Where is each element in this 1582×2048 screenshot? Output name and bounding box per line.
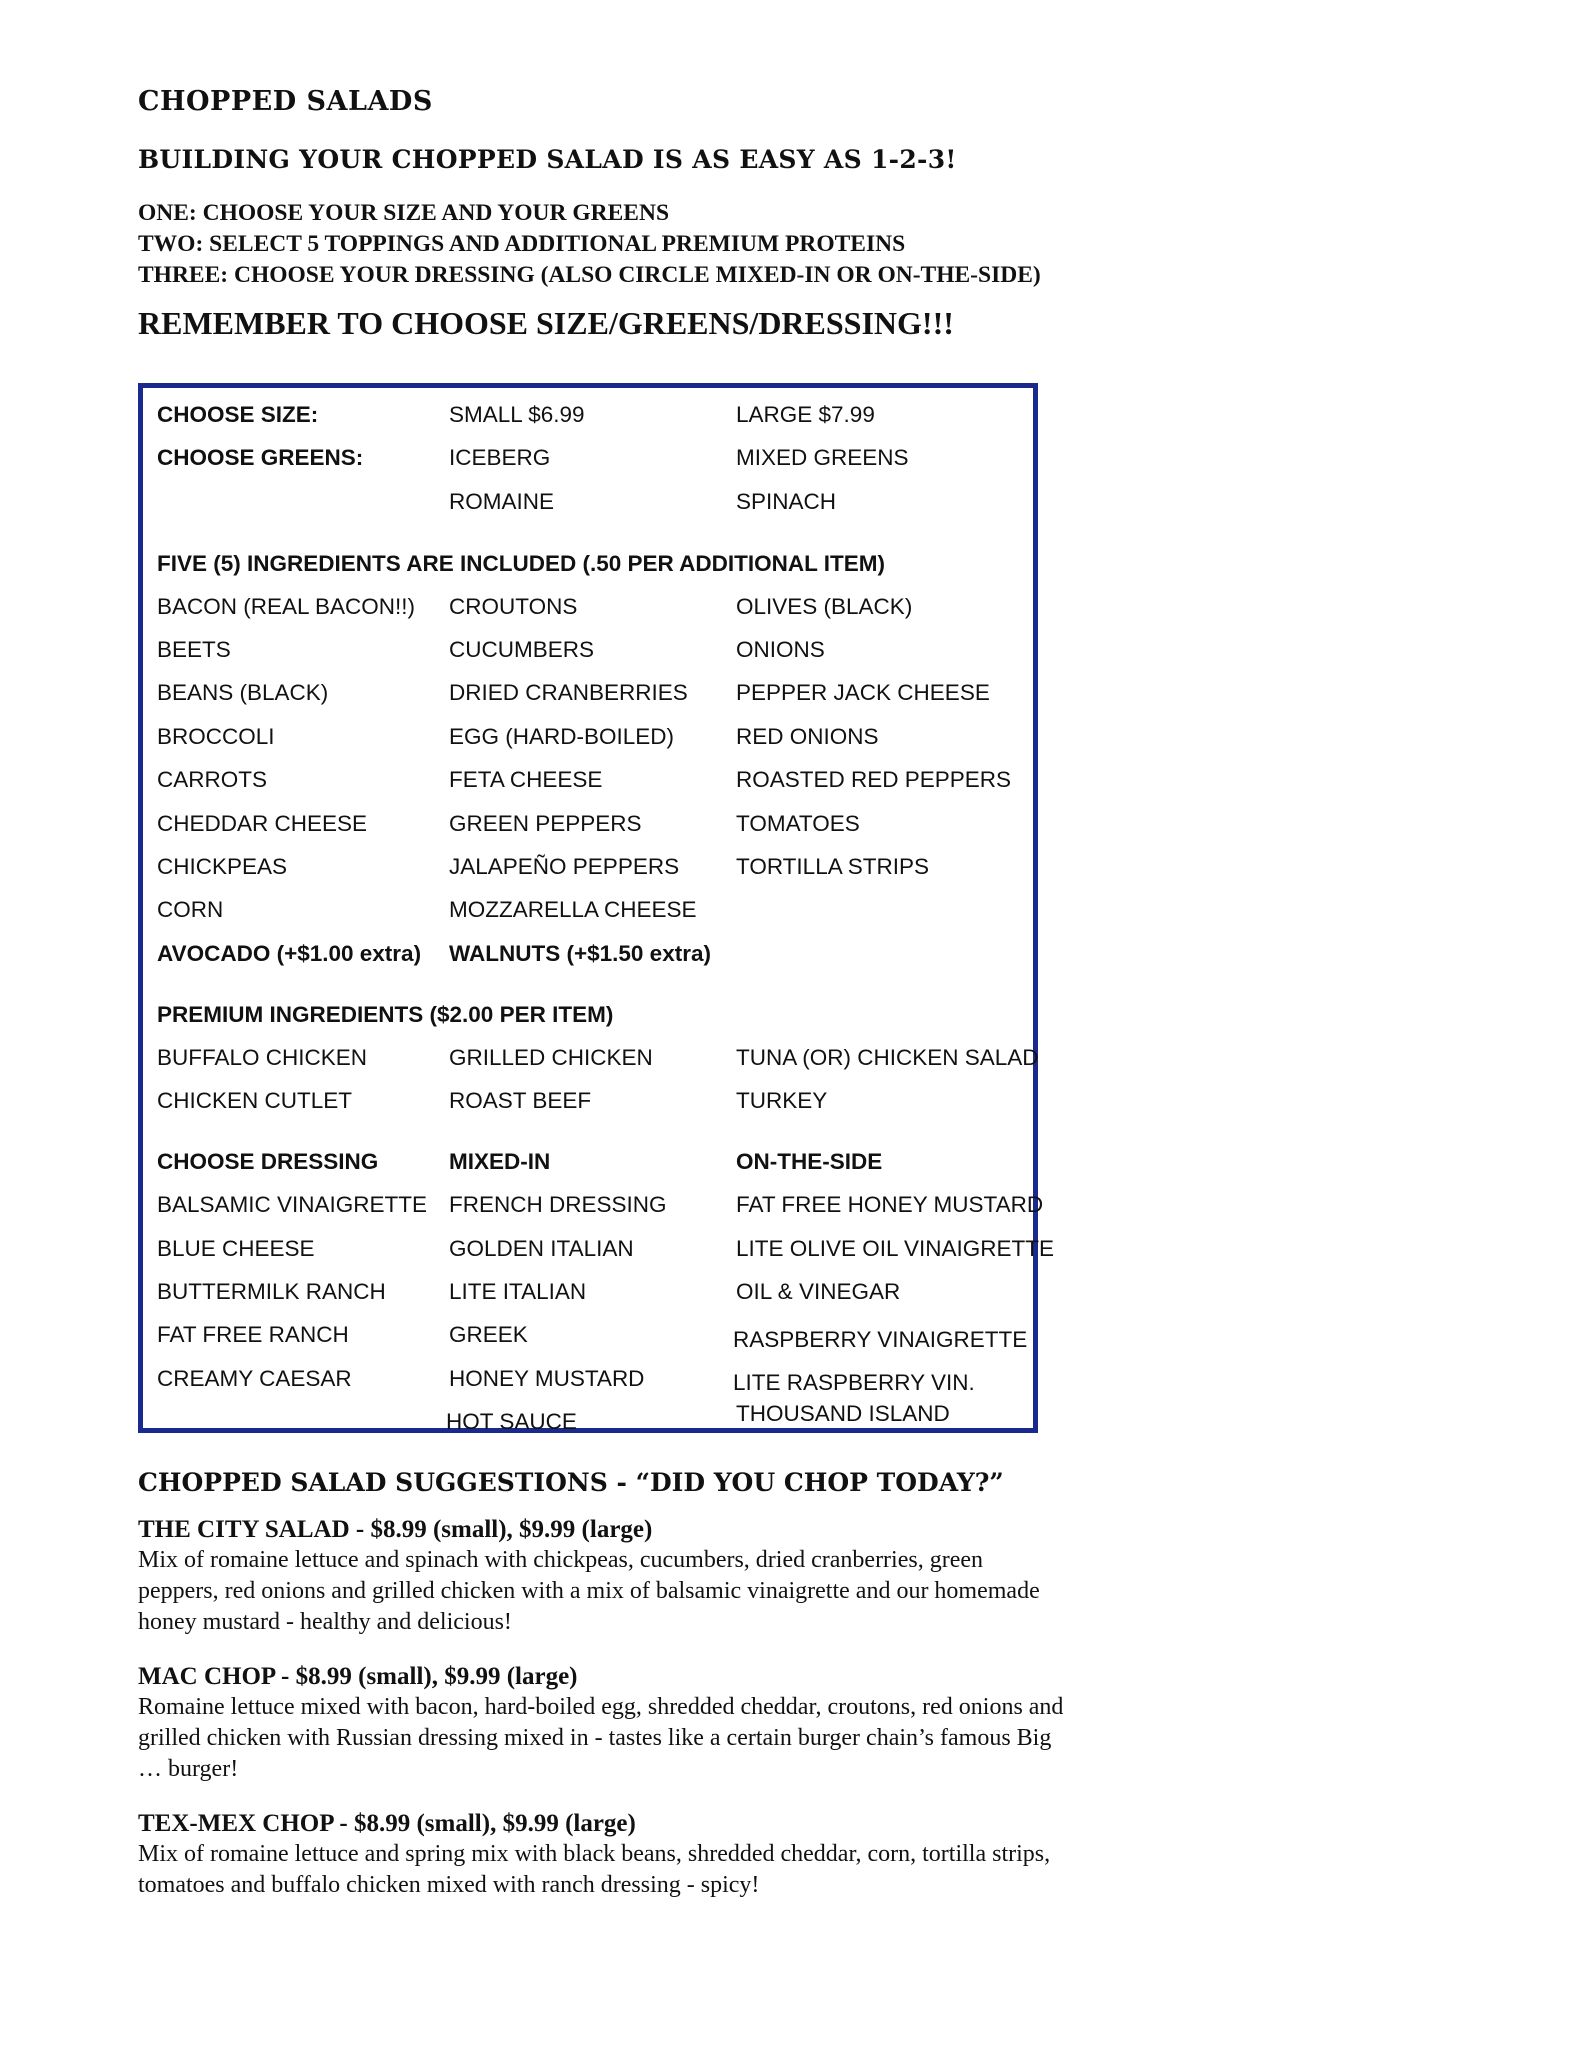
suggestion-item <box>138 1515 1118 1638</box>
size-label: CHOOSE SIZE: <box>157 402 319 427</box>
ingredient-option[interactable]: CUCUMBERS <box>449 637 595 662</box>
premium-header: PREMIUM INGREDIENTS ($2.00 PER ITEM) <box>157 1002 614 1027</box>
ingredient-option[interactable]: CHICKPEAS <box>157 854 288 879</box>
ingredient-option[interactable]: GREEN PEPPERS <box>449 811 642 836</box>
walnuts-option[interactable]: WALNUTS (+$1.50 extra) <box>449 941 711 966</box>
mixed-in-option[interactable]: MIXED-IN <box>449 1149 551 1174</box>
ingredient-option[interactable]: ROASTED RED PEPPERS <box>736 767 1012 792</box>
premium-option[interactable]: GRILLED CHICKEN <box>449 1045 653 1070</box>
ingredient-option[interactable]: TORTILLA STRIPS <box>736 854 929 879</box>
dressing-option[interactable]: FAT FREE HONEY MUSTARD <box>736 1192 1044 1217</box>
greens-label: CHOOSE GREENS: <box>157 445 364 470</box>
reminder-text: REMEMBER TO CHOOSE SIZE/GREENS/DRESSING!!! <box>138 305 954 341</box>
page-title: CHOPPED SALADS <box>138 86 433 117</box>
ingredient-option[interactable]: ONIONS <box>736 637 825 662</box>
ingredient-option[interactable]: FETA CHEESE <box>449 767 603 792</box>
dressing-option[interactable]: LITE RASPBERRY VIN. <box>733 1370 975 1395</box>
premium-option[interactable]: TURKEY <box>736 1088 828 1113</box>
dressing-option[interactable]: BALSAMIC VINAIGRETTE <box>157 1192 428 1217</box>
step-two: TWO: SELECT 5 TOPPINGS AND ADDITIONAL PREMIUM PROTEINS <box>138 231 906 257</box>
dressing-option[interactable]: THOUSAND ISLAND <box>736 1401 950 1426</box>
suggestion-description: Mix of romaine lettuce and spinach with chickpeas, cucumbers, dried cranberries, green peppers, red onions and grilled chicken with a mix of balsamic vinaigrette and our homemade honey mustard - healthy and delicious! <box>138 1547 1040 1635</box>
ingredient-option[interactable]: JALAPEÑO PEPPERS <box>449 854 680 879</box>
ingredient-option[interactable]: BROCCOLI <box>157 724 275 749</box>
ingredient-option[interactable]: BEETS <box>157 637 231 662</box>
suggestion-item <box>138 1662 1118 1785</box>
greens-option[interactable]: SPINACH <box>736 489 837 514</box>
ingredient-option[interactable]: EGG (HARD-BOILED) <box>449 724 675 749</box>
ingredient-option[interactable]: TOMATOES <box>736 811 860 836</box>
dressing-option[interactable]: FRENCH DRESSING <box>449 1192 667 1217</box>
step-one: ONE: CHOOSE YOUR SIZE AND YOUR GREENS <box>138 200 670 226</box>
ingredient-option[interactable]: BEANS (BLACK) <box>157 680 329 705</box>
suggestion-name: MAC CHOP - $8.99 (small), $9.99 (large) <box>138 1663 578 1690</box>
ingredients-header: FIVE (5) INGREDIENTS ARE INCLUDED (.50 PER ADDITIONAL ITEM) <box>157 551 885 576</box>
suggestion-name: THE CITY SALAD - $8.99 (small), $9.99 (large) <box>138 1516 653 1543</box>
dressing-option[interactable]: LITE ITALIAN <box>449 1279 587 1304</box>
order-box <box>138 383 1054 1434</box>
ingredient-option[interactable]: RED ONIONS <box>736 724 879 749</box>
premium-option[interactable]: CHICKEN CUTLET <box>157 1088 353 1113</box>
ingredient-option[interactable]: PEPPER JACK CHEESE <box>736 680 990 705</box>
dressing-option[interactable]: OIL & VINEGAR <box>736 1279 901 1304</box>
greens-option[interactable]: ROMAINE <box>449 489 555 514</box>
suggestion-description: Romaine lettuce mixed with bacon, hard-boiled egg, shredded cheddar, croutons, red onions and grilled chicken with Russian dressing mixed in - tastes like a certain burger chain’s famous Big … burger! <box>138 1694 1064 1782</box>
dressing-option[interactable]: CREAMY CAESAR <box>157 1366 352 1391</box>
suggestions-title: CHOPPED SALAD SUGGESTIONS - “DID YOU CHOP TODAY?” <box>138 1468 1004 1497</box>
dressing-label: CHOOSE DRESSING <box>157 1149 379 1174</box>
ingredient-option[interactable]: CHEDDAR CHEESE <box>157 811 368 836</box>
greens-option[interactable]: ICEBERG <box>449 445 551 470</box>
dressing-option[interactable]: LITE OLIVE OIL VINAIGRETTE <box>736 1236 1054 1261</box>
greens-option[interactable]: MIXED GREENS <box>736 445 909 470</box>
ingredient-option[interactable]: CROUTONS <box>449 594 578 619</box>
page-subtitle: BUILDING YOUR CHOPPED SALAD IS AS EASY AS 1-2-3! <box>138 145 957 174</box>
premium-option[interactable]: TUNA (OR) CHICKEN SALAD <box>736 1045 1039 1070</box>
ingredient-option[interactable]: CARROTS <box>157 767 268 792</box>
ingredient-option[interactable]: CORN <box>157 897 224 922</box>
ingredient-option[interactable]: BACON (REAL BACON!!) <box>157 594 415 619</box>
dressing-option[interactable]: BLUE CHEESE <box>157 1236 315 1261</box>
on-the-side-option[interactable]: ON-THE-SIDE <box>736 1149 883 1174</box>
steps-list <box>138 198 1041 291</box>
dressing-option[interactable]: RASPBERRY VINAIGRETTE <box>733 1327 1028 1352</box>
dressing-option[interactable]: FAT FREE RANCH <box>157 1322 349 1347</box>
avocado-option[interactable]: AVOCADO (+$1.00 extra) <box>157 941 422 966</box>
dressing-option[interactable]: GOLDEN ITALIAN <box>449 1236 634 1261</box>
suggestion-item <box>138 1809 1118 1901</box>
premium-option[interactable]: ROAST BEEF <box>449 1088 592 1113</box>
suggestion-name: TEX-MEX CHOP - $8.99 (small), $9.99 (large) <box>138 1810 636 1837</box>
size-small-option[interactable]: SMALL $6.99 <box>449 402 585 427</box>
ingredient-option[interactable]: MOZZARELLA CHEESE <box>449 897 697 922</box>
size-large-option[interactable]: LARGE $7.99 <box>736 402 875 427</box>
dressing-option[interactable]: GREEK <box>449 1322 528 1347</box>
dressing-option[interactable]: BUTTERMILK RANCH <box>157 1279 386 1304</box>
step-three: THREE: CHOOSE YOUR DRESSING (ALSO CIRCLE MIXED-IN OR ON-THE-SIDE) <box>138 262 1041 288</box>
premium-option[interactable]: BUFFALO CHICKEN <box>157 1045 368 1070</box>
dressing-option[interactable]: HOT SAUCE <box>446 1409 577 1434</box>
dressing-option[interactable]: HONEY MUSTARD <box>449 1366 645 1391</box>
suggestion-description: Mix of romaine lettuce and spring mix with black beans, shredded cheddar, corn, tortilla strips, tomatoes and buffalo chicken mixed with ranch dressing - spicy! <box>138 1841 1051 1898</box>
ingredient-option[interactable]: OLIVES (BLACK) <box>736 594 913 619</box>
ingredient-option[interactable]: DRIED CRANBERRIES <box>449 680 688 705</box>
